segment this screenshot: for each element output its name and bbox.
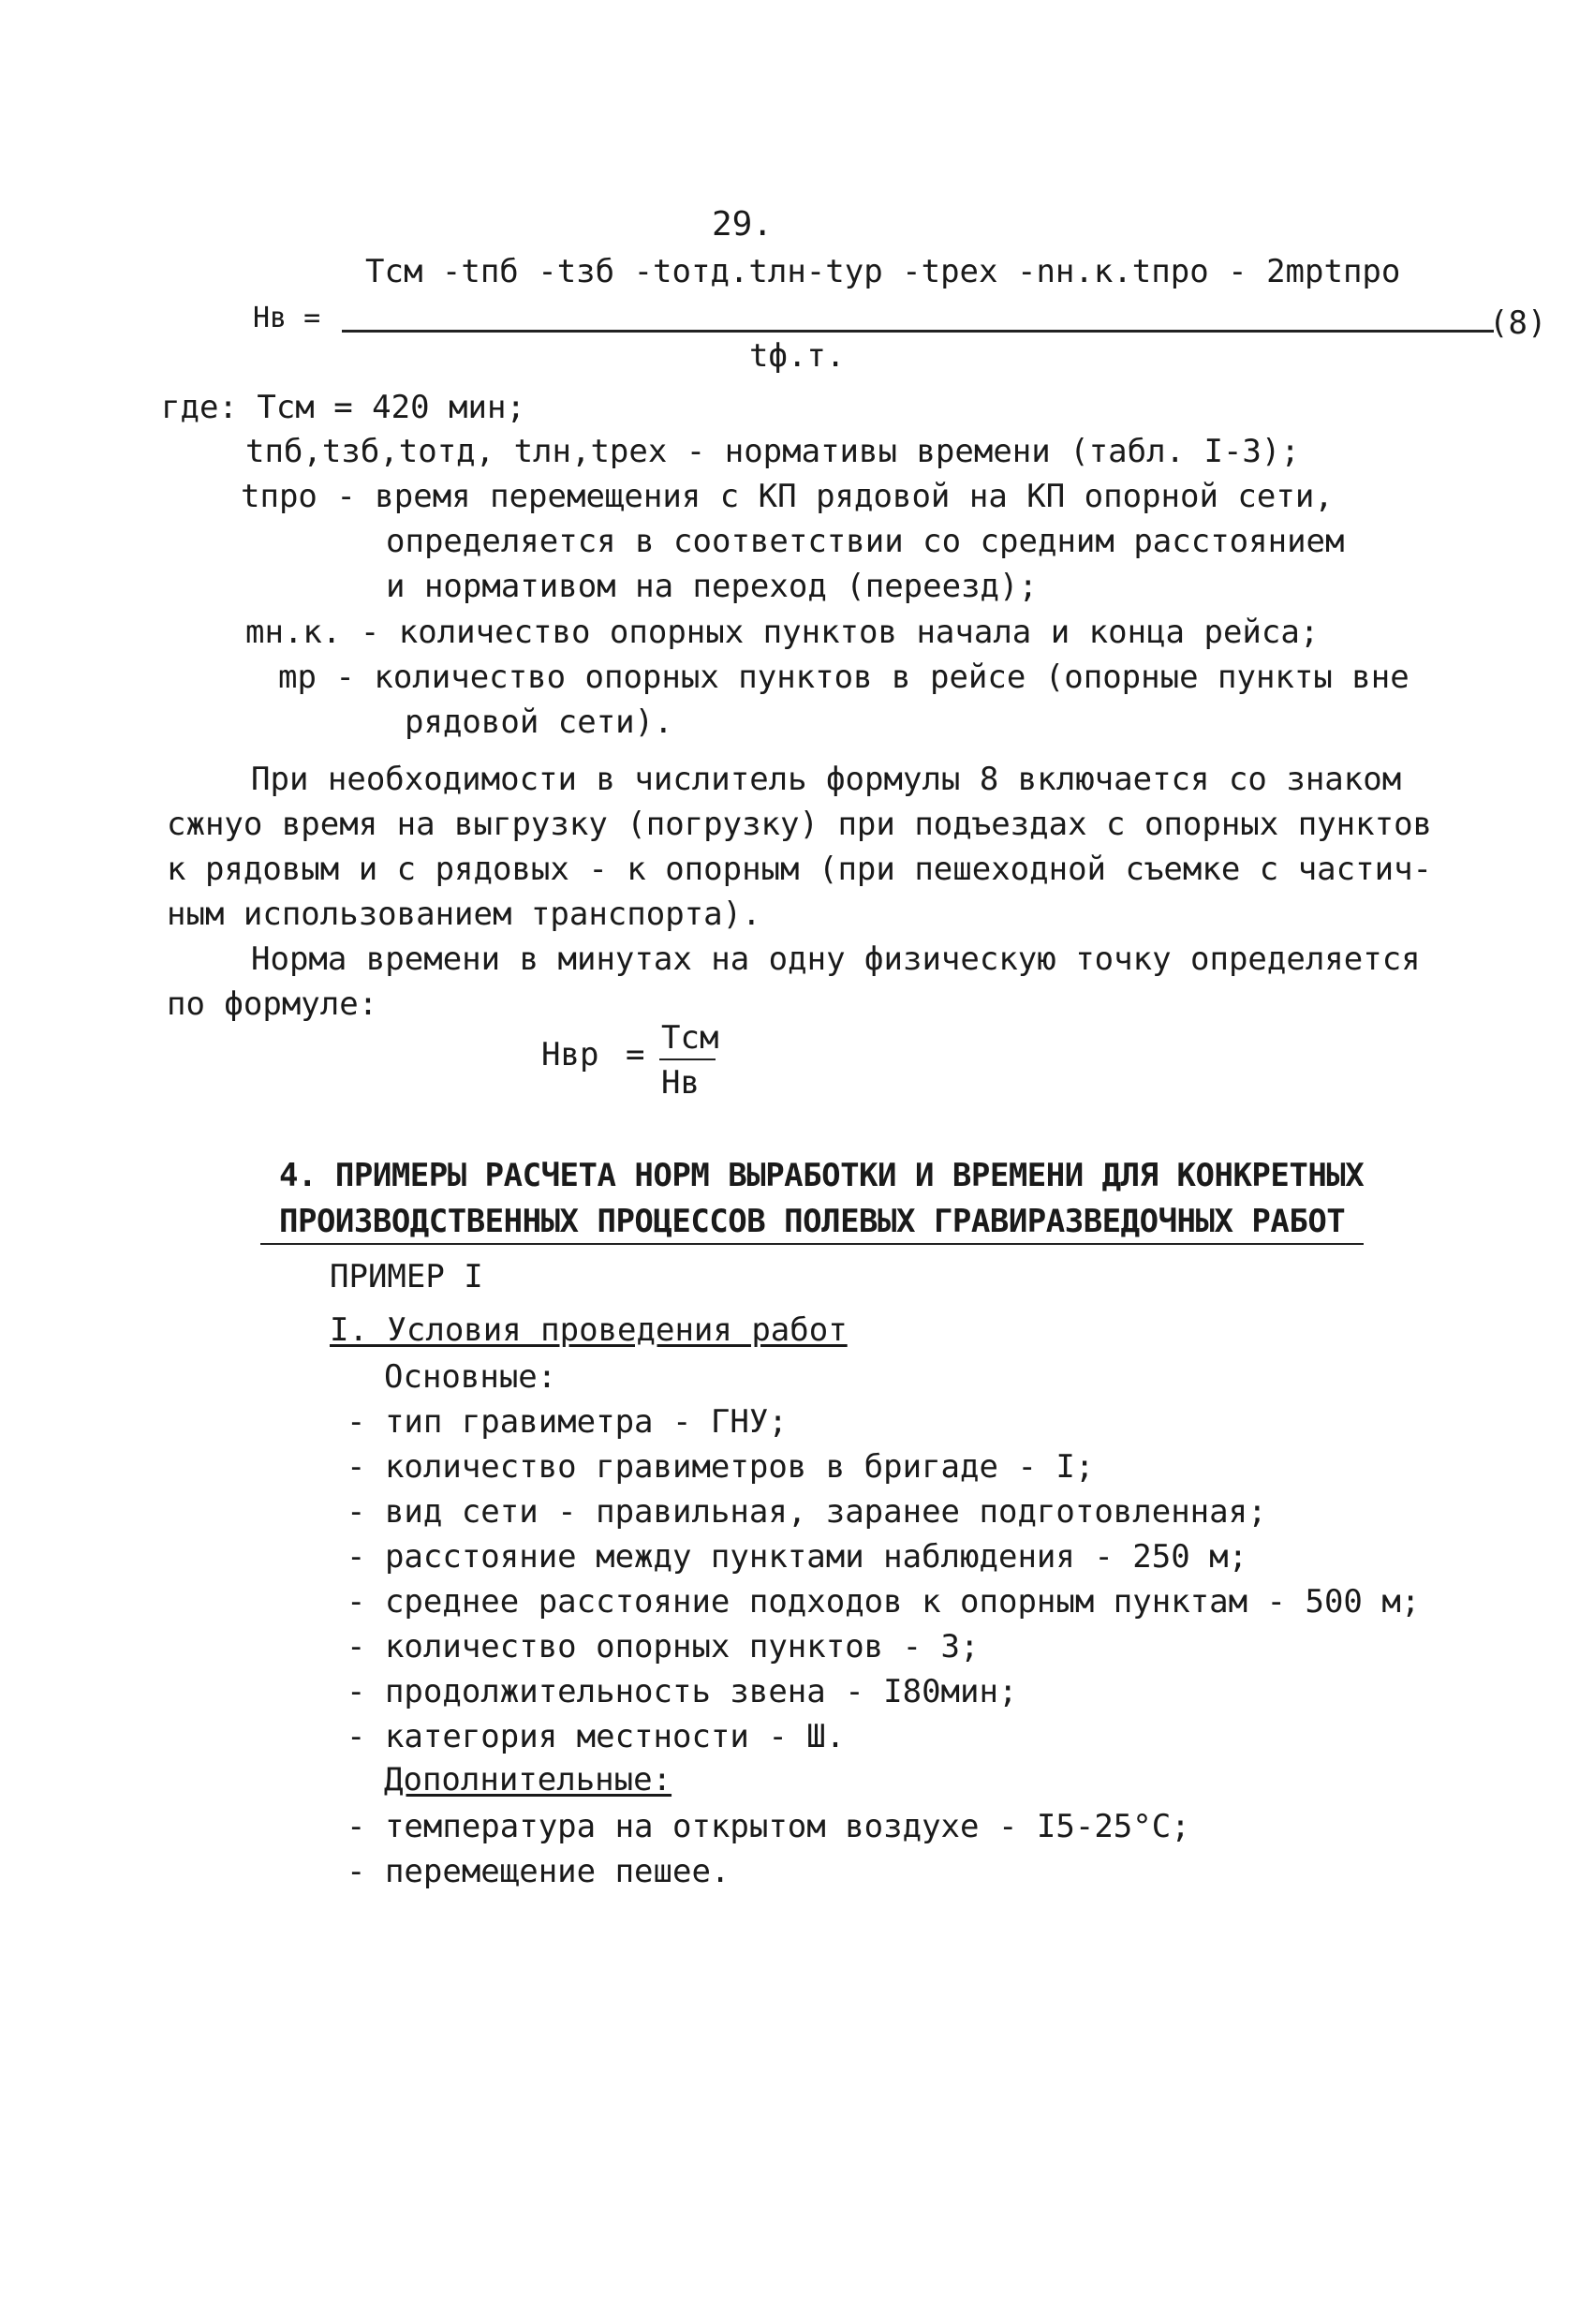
list-item: - вид сети - правильная, заранее подготовленная; bbox=[347, 1493, 1267, 1531]
fraction-bar bbox=[659, 1058, 716, 1060]
list-item: - среднее расстояние подходов к опорным пунктам - 500 м; bbox=[347, 1583, 1421, 1621]
formula2-numerator: Тсм bbox=[661, 1019, 719, 1057]
list-item: - тип гравиметра - ГНУ; bbox=[347, 1403, 788, 1441]
formula-lhs: Нв = bbox=[253, 302, 321, 334]
list-item: - количество гравиметров в бригаде - I; bbox=[347, 1448, 1095, 1486]
conditions-title: I. Условия проведения работ bbox=[330, 1311, 848, 1349]
formula-norm-output bbox=[169, 253, 1547, 384]
where-lead: где: Тсм = 420 мин; bbox=[161, 389, 525, 426]
formula-denominator: tф.т. bbox=[749, 337, 846, 375]
where-item: mр - количество опорных пунктов в рейсе (опорные пункты вне bbox=[278, 659, 1410, 696]
list-item: - продолжительность звена - I80мин; bbox=[347, 1673, 1018, 1710]
formula2-denominator: Нв bbox=[661, 1064, 700, 1102]
formula2-eq: = bbox=[626, 1036, 645, 1073]
formula-time-norm bbox=[541, 1019, 766, 1122]
list-item: - температура на открытом воздухе - I5-25°C; bbox=[347, 1808, 1190, 1845]
where-item: tпро - время перемещения с КП рядовой на КП опорной сети, bbox=[241, 478, 1334, 515]
paragraph-line: по формуле: bbox=[167, 985, 378, 1023]
section-heading bbox=[279, 1157, 1364, 1245]
where-item: и нормативом на переход (переезд); bbox=[386, 568, 1038, 605]
section-heading-line2: ПРОИЗВОДСТВЕННЫХ ПРОЦЕССОВ ПОЛЕВЫХ ГРАВИРАЗВЕДОЧНЫХ РАБОТ bbox=[260, 1203, 1364, 1245]
where-item: определяется в соответствии со средним расстоянием bbox=[386, 523, 1345, 560]
where-item: mн.к. - количество опорных пунктов начала и конца рейса; bbox=[245, 614, 1320, 651]
extra-label: Дополнительные: bbox=[384, 1761, 672, 1799]
formula-index: (8) bbox=[1489, 304, 1547, 342]
paragraph-line: При необходимости в числитель формулы 8 включается со знаком bbox=[251, 761, 1402, 798]
where-item: рядовой сети). bbox=[405, 703, 673, 741]
basic-label: Основные: bbox=[384, 1358, 557, 1396]
list-item: - количество опорных пунктов - 3; bbox=[347, 1628, 980, 1665]
example-title: ПРИМЕР I bbox=[330, 1258, 483, 1295]
where-item: tпб,tзб,tотд, tлн,tрех - нормативы времени (табл. I-3); bbox=[245, 433, 1300, 470]
paragraph-line: к рядовым и с рядовых - к опорным (при пешеходной съемке с частич- bbox=[167, 851, 1433, 888]
paragraph-line: ным использованием транспорта). bbox=[167, 896, 761, 933]
list-item: - категория местности - Ш. bbox=[347, 1718, 846, 1755]
list-item: - расстояние между пунктами наблюдения - 250 м; bbox=[347, 1538, 1248, 1576]
section-heading-line1: 4. ПРИМЕРЫ РАСЧЕТА НОРМ ВЫРАБОТКИ И ВРЕМЕНИ ДЛЯ КОНКРЕТНЫХ bbox=[279, 1157, 1365, 1194]
formula2-lhs: Нвр bbox=[541, 1036, 599, 1073]
paragraph-line: Норма времени в минутах на одну физическую точку определяется bbox=[251, 940, 1421, 978]
formula-numerator: Тсм -tпб -tзб -tотд.tлн-tур -tрех -nн.к.tпро - 2mрtпро bbox=[365, 253, 1401, 290]
list-item: - перемещение пешее. bbox=[347, 1853, 731, 1890]
paragraph-line: сжнуо время на выгрузку (погрузку) при подъездах с опорных пунктов bbox=[167, 806, 1433, 843]
fraction-bar bbox=[342, 330, 1494, 333]
page-number: 29. bbox=[712, 205, 774, 244]
